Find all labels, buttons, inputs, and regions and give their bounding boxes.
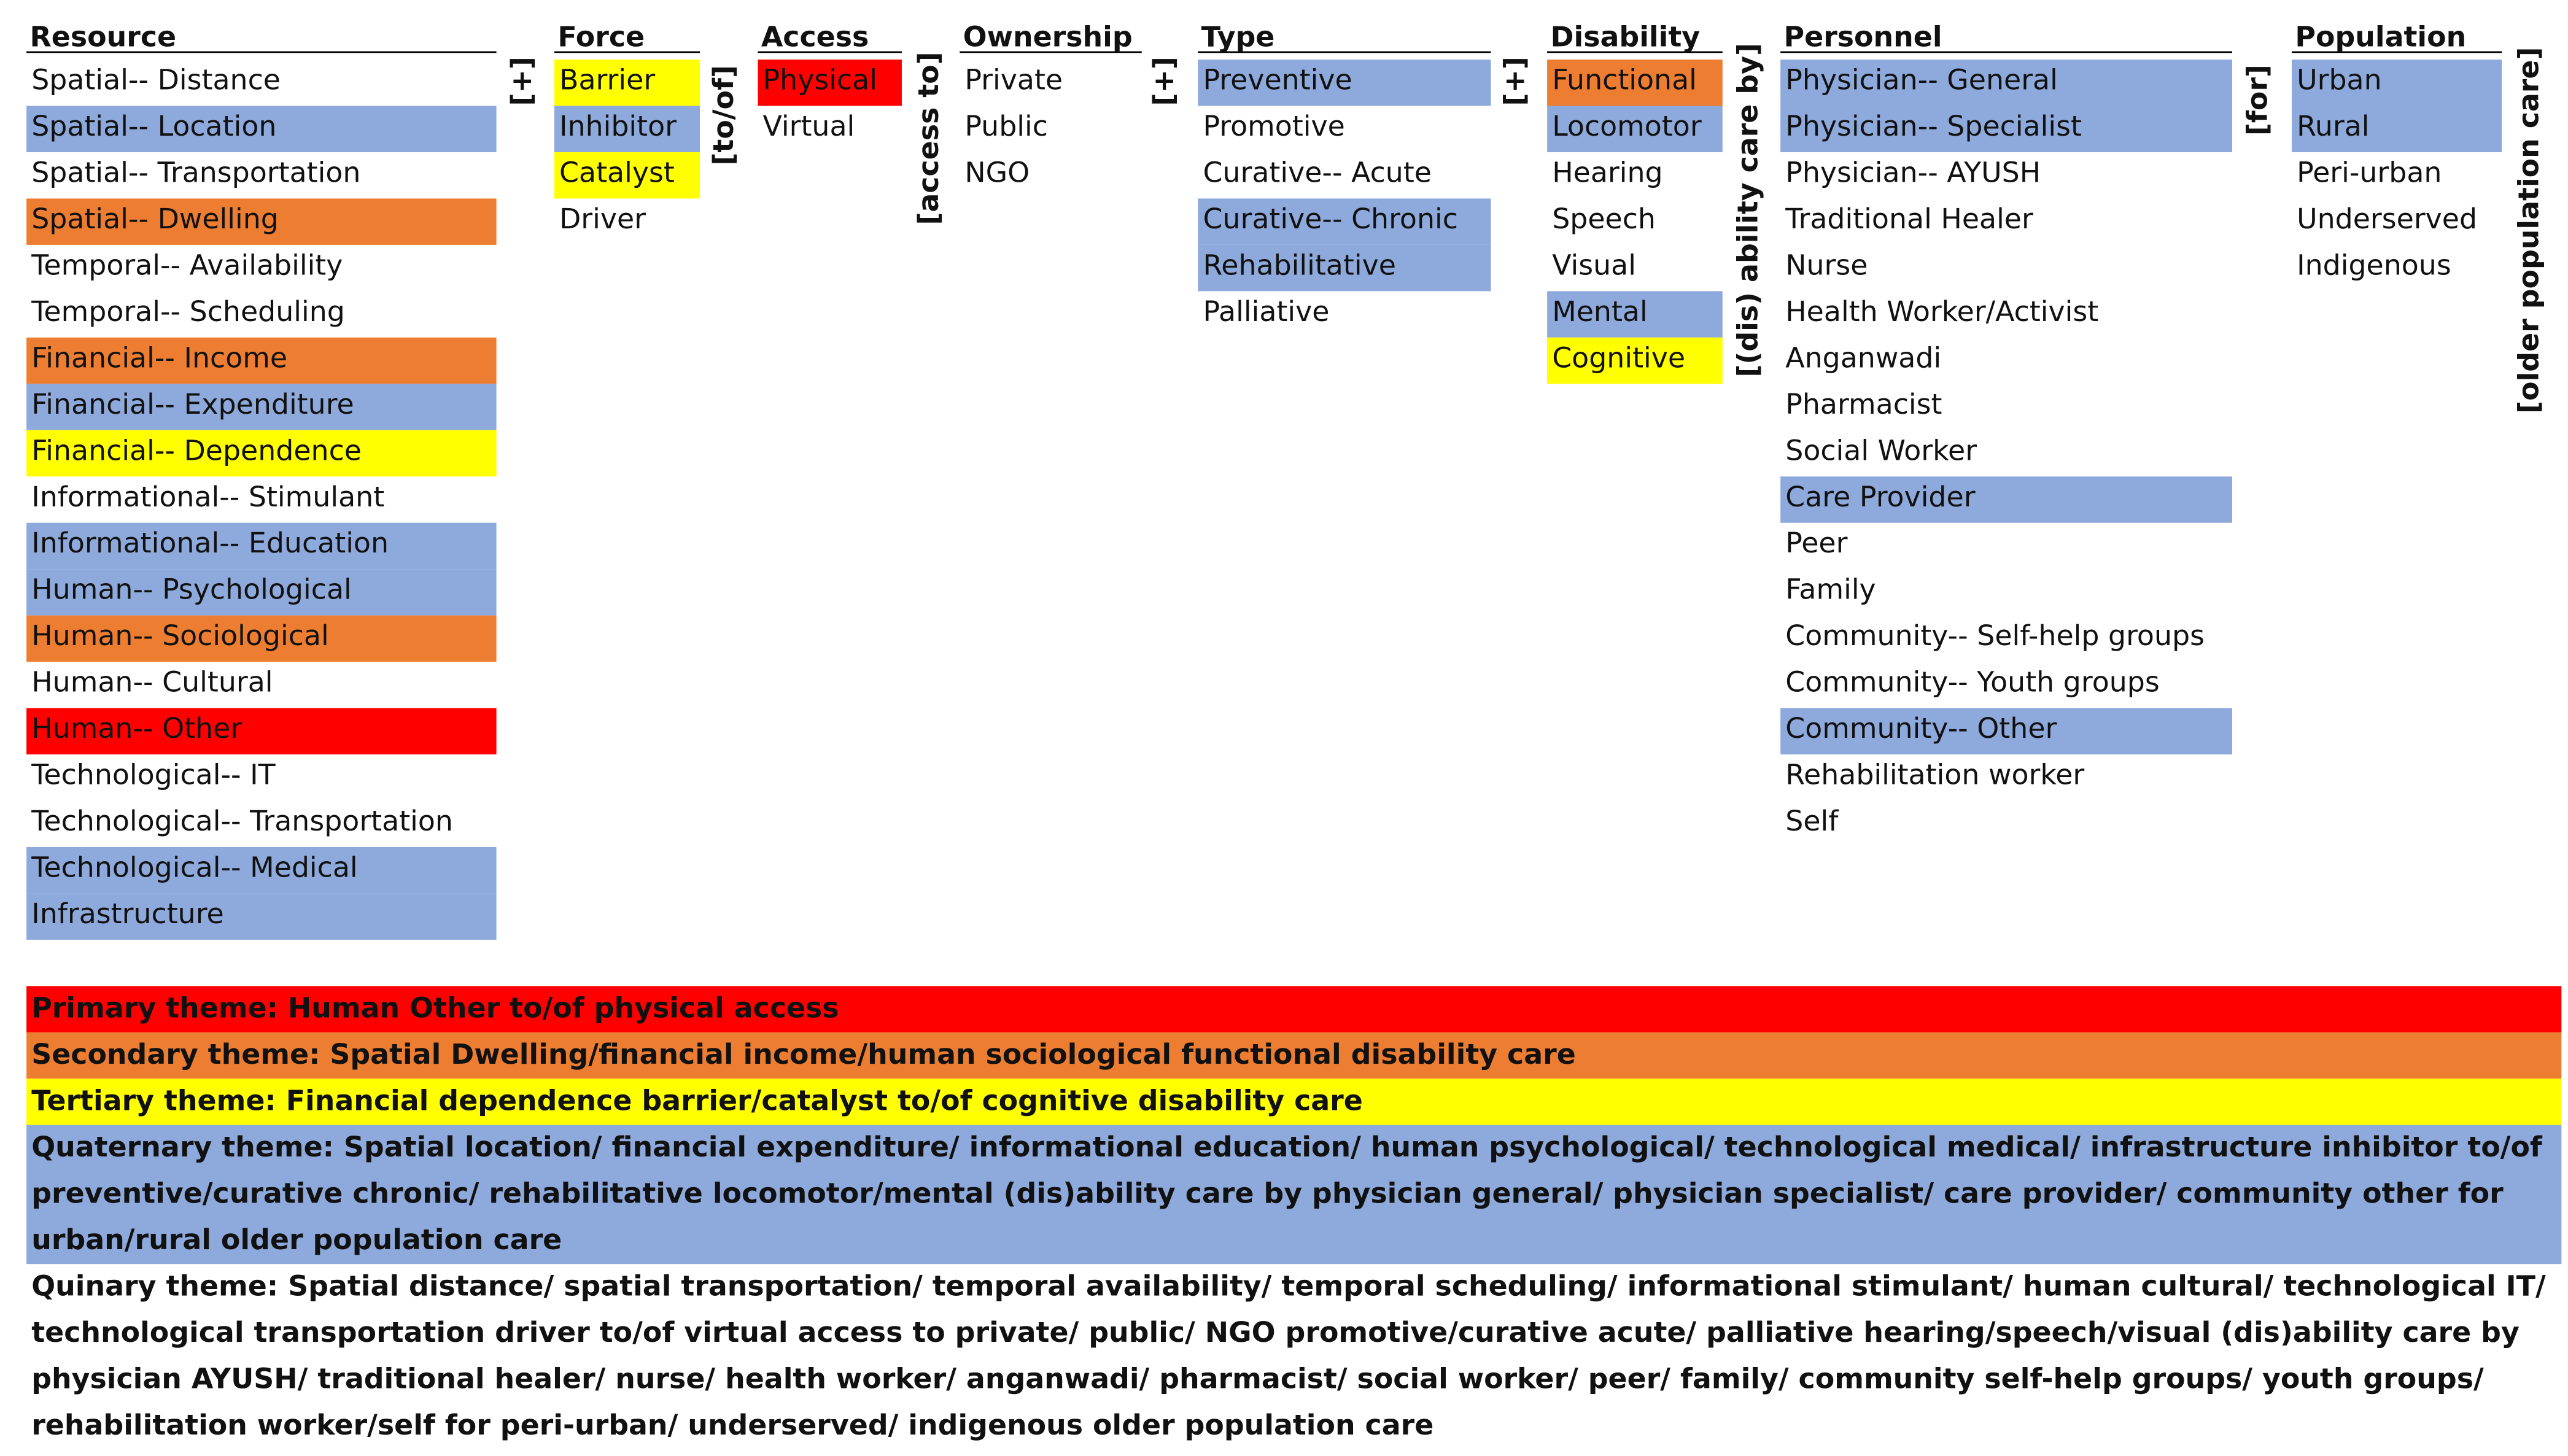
disability-item: Functional	[1547, 60, 1723, 106]
resource-item: Spatial-- Location	[26, 106, 496, 152]
personnel-item: Community-- Self-help groups	[1785, 620, 2205, 654]
force-item: Barrier	[554, 60, 700, 106]
theme-line: Primary theme: Human Other to/of physical access	[31, 993, 839, 1026]
personnel-item: Physician-- Specialist	[1780, 106, 2232, 152]
personnel-item: Care Provider	[1780, 476, 2232, 522]
theme-line: urban/rural older population care	[31, 1224, 562, 1258]
connector-older-population-care: [older population care]	[2513, 47, 2547, 414]
type-item: Curative-- Chronic	[1198, 198, 1491, 244]
type-item: Rehabilitative	[1198, 245, 1491, 291]
personnel-item: Rehabilitation worker	[1785, 759, 2085, 793]
population-header: Population	[2292, 17, 2502, 53]
type-item: Promotive	[1203, 110, 1345, 144]
access-item: Physical	[758, 60, 901, 106]
disability-header: Disability	[1547, 17, 1723, 53]
personnel-item: Pharmacist	[1785, 389, 1942, 422]
disability-item: Hearing	[1552, 157, 1663, 190]
resource-item: Technological-- IT	[31, 759, 276, 793]
theme-line: Quaternary theme: Spatial location/ financial expenditure/ informational education/ human psychological/ technological medical/ infrastructure inhibitor to/of	[31, 1131, 2542, 1165]
theme-line: Tertiary theme: Financial dependence barrier/catalyst to/of cognitive disability care	[31, 1085, 1363, 1119]
resource-item: Financial-- Dependence	[26, 430, 496, 476]
resource-item: Technological-- Transportation	[31, 805, 454, 839]
theme-bar	[26, 1125, 2561, 1264]
population-item: Urban	[2292, 60, 2502, 106]
disability-item: Visual	[1552, 249, 1637, 283]
connector-for: [for]	[2242, 64, 2276, 136]
resource-item: Financial-- Expenditure	[26, 384, 496, 430]
population-item: Underserved	[2297, 203, 2478, 237]
resource-item: Informational-- Education	[26, 523, 496, 569]
resource-item: Financial-- Income	[26, 338, 496, 384]
connector-access-to: [access to]	[913, 52, 947, 225]
connector-plus-2: [+]	[1148, 56, 1182, 106]
connector-plus-3: [+]	[1499, 56, 1532, 106]
personnel-item: Community-- Youth groups	[1785, 667, 2160, 700]
access-header: Access	[758, 17, 901, 53]
ownership-item: Private	[964, 64, 1063, 98]
disability-item: Locomotor	[1547, 106, 1723, 152]
theme-line: Quinary theme: Spatial distance/ spatial transportation/ temporal availability/ temporal scheduling/ informational stimulant/ human cultural/ technological IT/	[31, 1270, 2546, 1304]
resource-item: Technological-- Medical	[26, 847, 496, 893]
personnel-item: Community-- Other	[1780, 708, 2232, 754]
theme-line: Secondary theme: Spatial Dwelling/financial income/human sociological functional disability care	[31, 1039, 1576, 1072]
ownership-item: Public	[964, 110, 1048, 144]
disability-item: Cognitive	[1547, 338, 1723, 384]
connector-to-of: [to/of]	[708, 65, 742, 166]
resource-item: Spatial-- Distance	[31, 64, 281, 98]
personnel-item: Physician-- AYUSH	[1785, 157, 2041, 190]
population-item: Indigenous	[2297, 249, 2451, 283]
force-item: Driver	[559, 203, 646, 237]
disability-item: Speech	[1552, 203, 1656, 237]
type-item: Curative-- Acute	[1203, 157, 1432, 190]
personnel-item: Traditional Healer	[1785, 203, 2033, 237]
type-item: Palliative	[1203, 296, 1330, 330]
resource-item: Spatial-- Dwelling	[26, 198, 496, 244]
personnel-item: Social Worker	[1785, 435, 1977, 468]
connector-disability-care-by: [(dis) ability care by]	[1732, 43, 1766, 378]
personnel-item: Self	[1785, 805, 1839, 839]
type-header: Type	[1198, 17, 1491, 53]
personnel-item: Anganwadi	[1785, 342, 1942, 376]
resource-item: Human-- Other	[26, 708, 496, 754]
force-item: Inhibitor	[554, 106, 700, 152]
ownership-header: Ownership	[960, 17, 1141, 53]
theme-bar	[26, 1078, 2561, 1125]
resource-item: Human-- Psychological	[26, 569, 496, 615]
theme-bar	[26, 1032, 2561, 1078]
type-item: Preventive	[1198, 60, 1491, 106]
resource-item: Human-- Cultural	[31, 667, 273, 700]
theme-line: physician AYUSH/ traditional healer/ nurse/ health worker/ anganwadi/ pharmacist/ social worker/ peer/ family/ community self-help groups/ youth groups/	[31, 1363, 2484, 1396]
resource-item: Spatial-- Transportation	[31, 157, 361, 190]
resource-item: Informational-- Stimulant	[31, 481, 385, 515]
ownership-item: NGO	[964, 157, 1030, 190]
access-item: Virtual	[762, 110, 855, 144]
resource-item: Infrastructure	[26, 893, 496, 939]
resource-item: Human-- Sociological	[26, 616, 496, 662]
personnel-item: Family	[1785, 574, 1876, 608]
personnel-item: Physician-- General	[1780, 60, 2232, 106]
resource-item: Temporal-- Scheduling	[31, 296, 345, 330]
force-item: Catalyst	[554, 152, 700, 198]
resource-header: Resource	[26, 17, 496, 53]
theme-bar	[26, 986, 2561, 1032]
personnel-item: Peer	[1785, 527, 1848, 561]
theme-line: technological transportation driver to/of virtual access to private/ public/ NGO promotive/curative acute/ palliative hearing/speech/visual (dis)ability care by	[31, 1317, 2520, 1350]
force-header: Force	[554, 17, 700, 53]
personnel-header: Personnel	[1780, 17, 2232, 53]
personnel-item: Nurse	[1785, 249, 1868, 283]
theme-line: rehabilitation worker/self for peri-urban/ underserved/ indigenous older population care	[31, 1409, 1434, 1443]
personnel-item: Health Worker/Activist	[1785, 296, 2099, 330]
population-item: Peri-urban	[2297, 157, 2442, 190]
theme-line: preventive/curative chronic/ rehabilitative locomotor/mental (dis)ability care by physician general/ physician specialist/ care provider/ community other for	[31, 1178, 2504, 1211]
connector-plus-1: [+]	[506, 56, 540, 106]
disability-item: Mental	[1547, 291, 1723, 337]
population-item: Rural	[2292, 106, 2502, 152]
theme-bar	[26, 1264, 2561, 1449]
resource-item: Temporal-- Availability	[31, 249, 343, 283]
